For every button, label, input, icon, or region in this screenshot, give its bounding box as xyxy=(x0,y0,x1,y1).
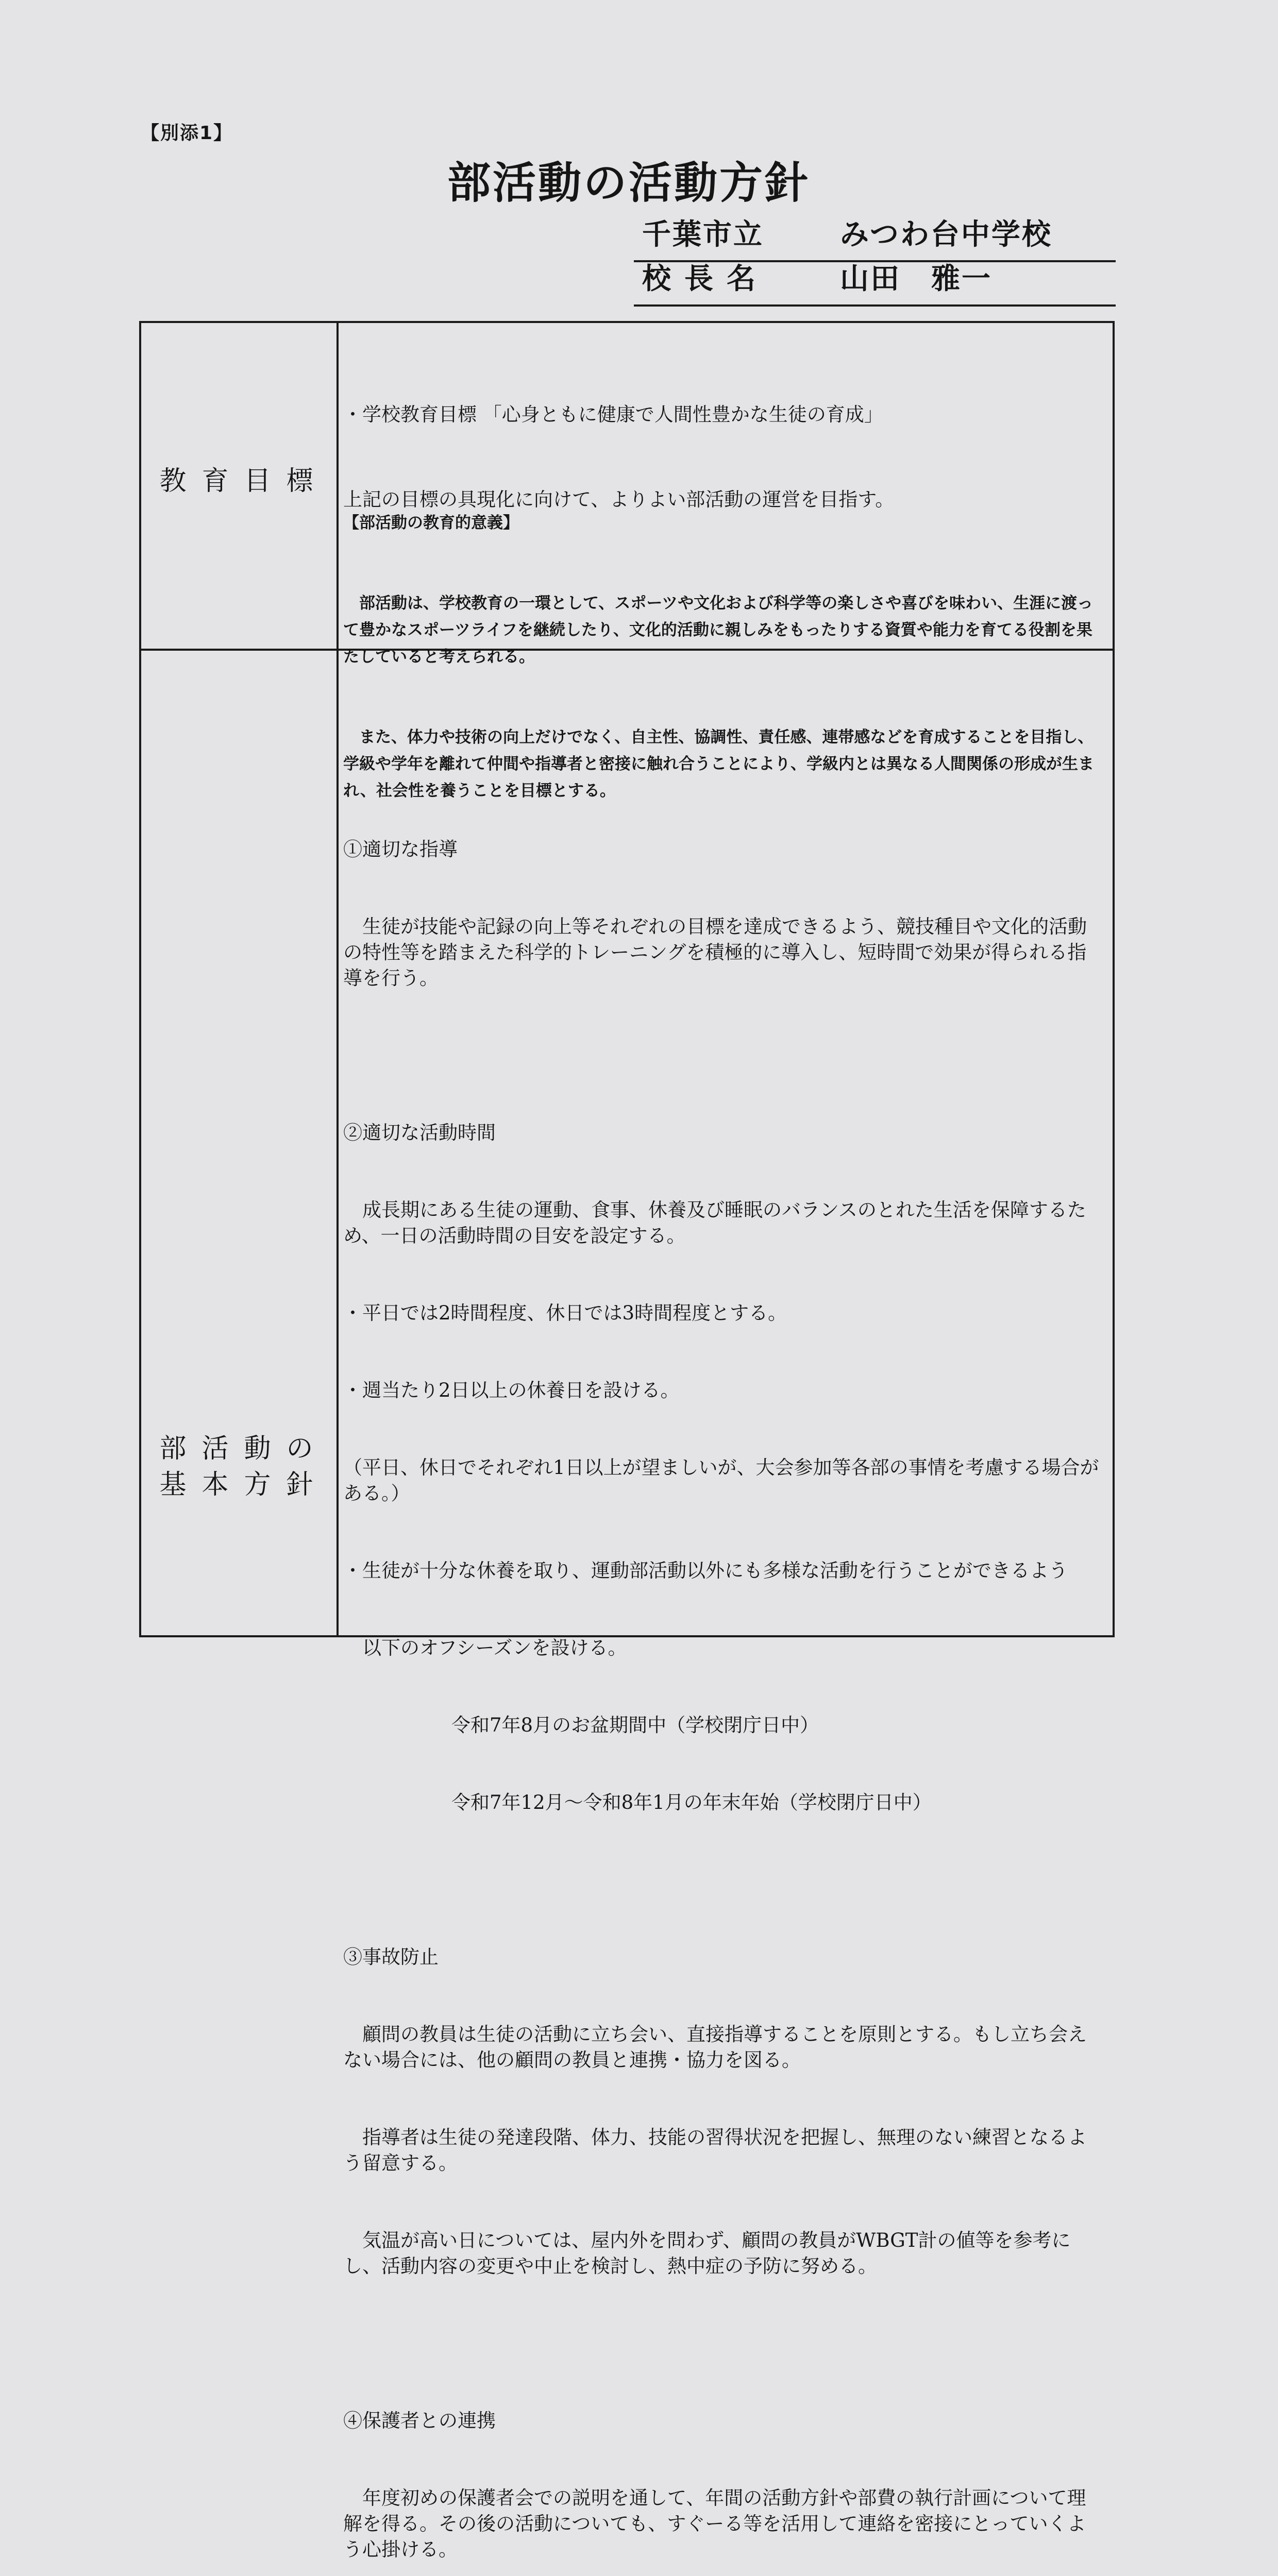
school-info xyxy=(634,214,1116,307)
school-name: みつわ台中学校 xyxy=(840,218,1052,251)
significance-heading: 【部活動の教育的意義】 xyxy=(343,514,519,532)
policy-table xyxy=(139,321,1115,2561)
section-3-heading: ③事故防止 xyxy=(343,1946,439,1968)
section-3-paragraph-3: 気温が高い日については、屋内外を問わず、顧問の教員がWBGT計の値等を参考にし、活動内容の変更や中止を検討し、熱中症の予防に努める。 xyxy=(343,2229,1071,2277)
education-goal-label: 教育目標 xyxy=(159,466,329,497)
section-3-paragraph-2: 指導者は生徒の発達段階、体力、技能の習得状況を把握し、無理のない練習となるよう留意する。 xyxy=(343,2126,1087,2174)
principal-name: 山田 雅一 xyxy=(840,262,992,296)
significance-paragraph-2: また、体力や技術の向上だけでなく、自主性、協調性、責任感、連帯感などを育成することを目指し、学級や学年を離れて仲間や指導者と密接に触れ合うことにより、学級内とは異なる人間関係の形成が生まれ、社会性を養うことを目標とする。 xyxy=(343,728,1094,800)
principal-row xyxy=(634,262,1116,307)
column-divider xyxy=(337,323,339,1635)
section-1-heading: ①適切な指導 xyxy=(343,838,458,860)
significance-paragraph-1: 部活動は、学校教育の一環として、スポーツや文化および科学等の楽しさや喜びを味わい、生涯に渡って豊かなスポーツライフを継続したり、文化的活動に親しみをもったりする資質や能力を育てる役割を果たしていると考えられる。 xyxy=(343,594,1094,666)
basic-policy-text xyxy=(343,785,1103,2576)
section-2-bullet-3: ・生徒が十分な休養を取り、運動部活動以外にも多様な活動を行うことができるよう xyxy=(343,1560,1068,1582)
basic-policy-label xyxy=(141,1431,337,1503)
school-goal-desc: 上記の目標の具現化に向けて、よりよい部活動の運営を目指す。 xyxy=(343,488,895,511)
basic-policy-label-line-2: 基本方針 xyxy=(159,1469,329,1500)
annex-label: 【別添1】 xyxy=(141,123,233,144)
section-2-bullet-1: ・平日では2時間程度、休日では3時間程度とする。 xyxy=(343,1302,787,1324)
section-2-heading: ②適切な活動時間 xyxy=(343,1122,496,1144)
principal-label: 校長名 xyxy=(642,262,769,296)
section-2-bullet-3-cont: 以下のオフシーズンを設ける。 xyxy=(343,1637,627,1659)
section-4-heading: ④保護者との連携 xyxy=(343,2410,496,2432)
off-season-2: 令和7年12月～令和8年1月の年末年始（学校閉庁日中） xyxy=(451,1791,932,1814)
section-1-paragraph: 生徒が技能や記録の向上等それぞれの目標を達成できるよう、競技種目や文化的活動の特性等を踏まえた科学的トレーニングを積極的に導入し、短時間で効果が得られる指導を行う。 xyxy=(343,916,1087,989)
school-row xyxy=(634,214,1116,262)
basic-policy-label-line-1: 部活動の xyxy=(159,1433,329,1464)
off-season-1: 令和7年8月のお盆期間中（学校閉庁日中） xyxy=(451,1714,819,1736)
page-title: 部活動の活動方針 xyxy=(447,158,810,208)
section-2-bullet-2: ・週当たり2日以上の休養日を設ける。 xyxy=(343,1379,680,1401)
section-2-note: （平日、休日でそれぞれ1日以上が望ましいが、大会参加等各部の事情を考慮する場合がある。） xyxy=(343,1456,1099,1504)
city-label: 千葉市立 xyxy=(642,218,764,251)
section-3-paragraph-1: 顧問の教員は生徒の活動に立ち会い、直接指導することを原則とする。もし立ち会えない場合には、他の顧問の教員と連携・協力を図る。 xyxy=(343,2023,1087,2071)
section-4-paragraph: 年度初めの保護者会での説明を通して、年間の活動方針や部費の執行計画について理解を得る。その後の活動についても、すぐーる等を活用して連絡を密接にとっていくよう心掛ける。 xyxy=(343,2487,1086,2561)
section-2-paragraph: 成長期にある生徒の運動、食事、休養及び睡眠のバランスのとれた生活を保障するため、一日の活動時間の目安を設定する。 xyxy=(343,1199,1086,1247)
school-goal-line: ・学校教育目標 「心身ともに健康で人間性豊かな生徒の育成」 xyxy=(343,403,883,426)
